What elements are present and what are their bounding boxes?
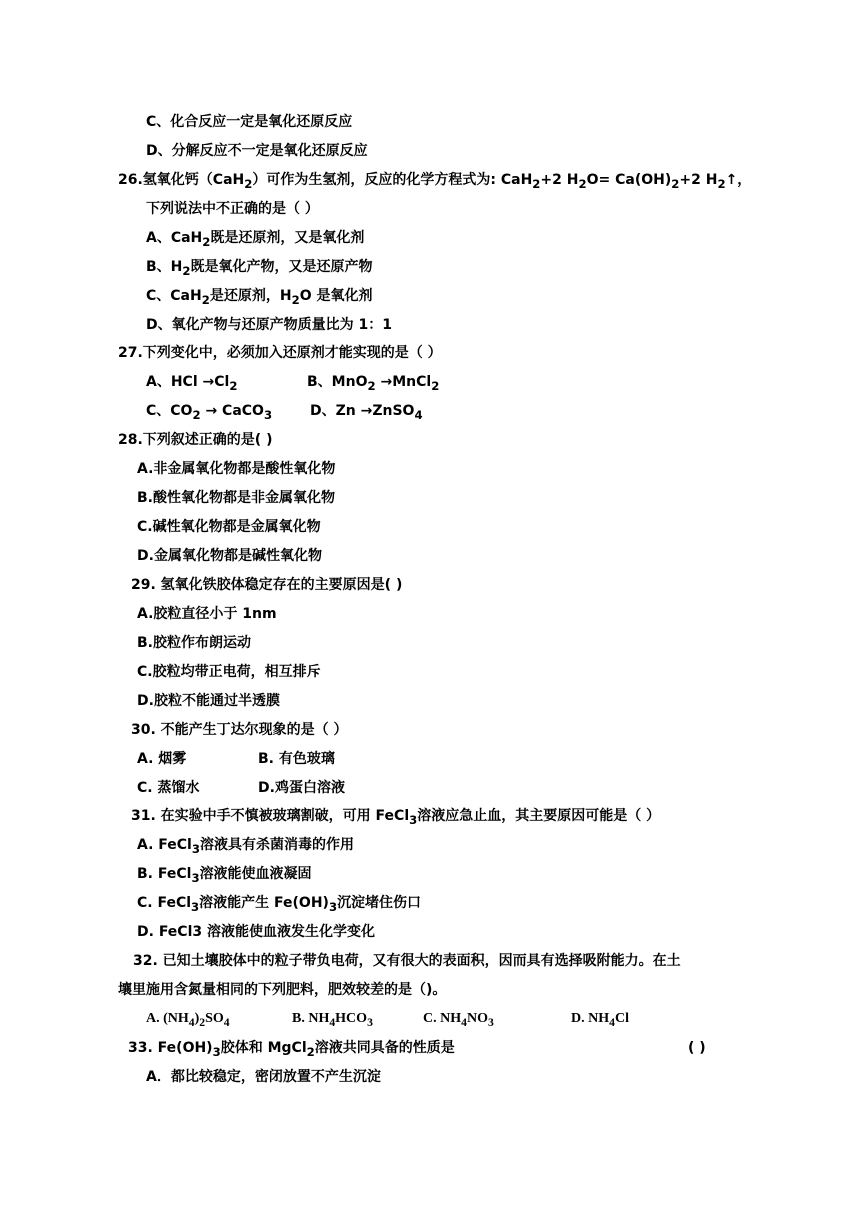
subscript: 2 [202,234,211,249]
q26-stem-text: ）可作为生氢剂，反应的化学方程式为: CaH [252,172,533,188]
subscript: 3 [328,899,338,914]
option-text: 溶液能产生 Fe(OH) [199,895,329,911]
option-text: B、H [146,259,183,275]
subscript: 2 [192,407,201,422]
q27-option-a [146,372,237,396]
q27-option-d [310,401,423,425]
q30-option-b: B. 有色玻璃 [258,751,335,767]
q30-option-c: C. 蒸馏水 [137,780,200,796]
subscript: 3 [191,841,200,856]
subscript: 4 [461,1015,467,1029]
q26-stem-text: +2 H [540,172,579,188]
option-text: C. FeCl [137,895,192,911]
option-text: 是还原剂，H [209,288,292,304]
subscript: 4 [329,1015,336,1029]
option-text: D、Zn →ZnSO [310,403,415,419]
subscript: 3 [409,812,418,827]
q31-stem-text: 31. 在实验中手不慎被玻璃割破，可用 FeCl [131,808,410,824]
q25-option-d: D、分解反应不一定是氧化还原反应 [146,143,368,159]
subscript: 2 [306,1044,315,1059]
q32-option-d [571,1009,629,1033]
option-text: SO [205,1011,224,1026]
q33-stem-text: 胶体和 MgCl [220,1040,307,1056]
option-text: 溶液能使血液凝固 [199,866,312,882]
q30-stem: 30. 不能产生丁达尔现象的是（ ） [131,722,348,738]
q26-option-b [146,257,373,281]
q29-option-b: B.胶粒作布朗运动 [137,635,251,651]
subscript: 4 [188,1015,195,1029]
option-text: 既是氧化产物，又是还原产物 [190,259,373,275]
subscript: 4 [223,1015,230,1029]
q26-stem-text: 26.氢氧化钙（CaH [118,172,245,188]
q26-stem-line2: 下列说法中不正确的是（ ） [146,201,319,217]
q26-stem-text: O= Ca(OH) [586,172,672,188]
q32-stem-line2: 壤里施用含氮量相同的下列肥料，肥效较差的是（)。 [118,982,447,998]
option-text: 沉淀堵住伤口 [337,895,422,911]
q33-stem [128,1038,455,1062]
option-text: → CaCO [200,403,264,419]
subscript: 2 [717,176,726,191]
subscript: 3 [263,407,273,422]
q26-stem [118,170,751,194]
option-text: O 是氧化剂 [299,288,373,304]
q28-option-c: C.碱性氧化物都是金属氧化物 [137,519,321,535]
option-text: A. FeCl [137,837,192,853]
subscript: 2 [578,176,587,191]
q32-option-c [423,1009,494,1033]
option-text: A、CaH [146,230,203,246]
option-text: D. NH [571,1011,610,1026]
option-text: 既是还原剂，又是氧化剂 [210,230,365,246]
q27-option-b [307,372,439,396]
subscript: 3 [487,1015,494,1029]
q29-option-c: C.胶粒均带正电荷，相互排斥 [137,664,321,680]
option-text: C、CO [146,403,193,419]
option-text: C. NH [423,1011,462,1026]
q32-option-b [292,1009,373,1033]
subscript: 4 [414,407,423,422]
q31-option-a [137,835,354,859]
q29-stem: 29. 氢氧化铁胶体稳定存在的主要原因是( ) [131,577,403,593]
q25-option-c: C、化合反应一定是氧化还原反应 [146,114,353,130]
q28-option-a: A.非金属氧化物都是酸性氧化物 [137,461,336,477]
q28-option-d: D.金属氧化物都是碱性氧化物 [137,548,322,564]
option-text: B. NH [292,1011,330,1026]
option-text: NO [466,1011,488,1026]
subscript: 2 [199,1015,206,1029]
subscript: 2 [244,176,253,191]
q26-option-a [146,228,364,252]
option-text: Cl [614,1011,629,1026]
q29-option-a: A.胶粒直径小于 1nm [137,606,277,622]
subscript: 2 [532,176,541,191]
subscript: 2 [291,292,300,307]
subscript: 4 [609,1015,615,1029]
q28-stem: 28.下列叙述正确的是( ) [118,432,273,448]
q31-stem-text: 溶液应急止血，其主要原因可能是（ ） [417,808,661,824]
q26-option-c [146,286,372,310]
q32-option-a [146,1009,230,1033]
q27-stem: 27.下列变化中，必须加入还原剂才能实现的是（ ） [118,345,442,361]
q26-stem-text: +2 H [679,172,718,188]
option-text: B、MnO [307,374,368,390]
q33-stem-text: 33. Fe(OH) [128,1040,213,1056]
subscript: 2 [671,176,680,191]
q26-option-d: D、氧化产物与还原产物质量比为 1：1 [146,317,392,333]
q30-option-d: D.鸡蛋白溶液 [258,780,345,796]
q29-option-d: D.胶粒不能通过半透膜 [137,693,280,709]
q26-stem-text: ↑， [725,172,752,188]
q30-option-a: A. 烟雾 [137,751,187,767]
q33-stem-text: 溶液共同具备的性质是 [314,1040,455,1056]
subscript: 2 [431,378,440,393]
subscript: 2 [201,292,210,307]
q31-option-b [137,864,312,888]
subscript: 2 [182,263,191,278]
subscript: 3 [191,870,200,885]
subscript: 3 [367,1015,373,1029]
subscript: 2 [367,378,376,393]
option-text: A. (NH [146,1011,189,1026]
option-text: C、CaH [146,288,202,304]
subscript: 2 [229,378,238,393]
option-text: HCO [335,1011,368,1026]
option-text: ) [194,1011,200,1026]
subscript: 3 [212,1044,221,1059]
q33-option-a: A．都比较稳定，密闭放置不产生沉淀 [146,1069,381,1085]
q27-option-c [146,401,272,425]
q31-option-c [137,893,421,917]
subscript: 3 [191,899,200,914]
option-text: 溶液具有杀菌消毒的作用 [199,837,354,853]
q33-answer-bracket: ( ) [688,1040,706,1056]
q31-option-d: D. FeCl3 溶液能使血液发生化学变化 [137,924,375,940]
q28-option-b: B.酸性氧化物都是非金属氧化物 [137,490,335,506]
option-text: →MnCl [375,374,432,390]
q32-stem-line1: 32. 已知土壤胶体中的粒子带负电荷，又有很大的表面积，因而具有选择吸附能力。在土 [133,953,681,969]
q31-stem [131,806,660,830]
option-text: B. FeCl [137,866,192,882]
option-text: A、HCl →Cl [146,374,230,390]
